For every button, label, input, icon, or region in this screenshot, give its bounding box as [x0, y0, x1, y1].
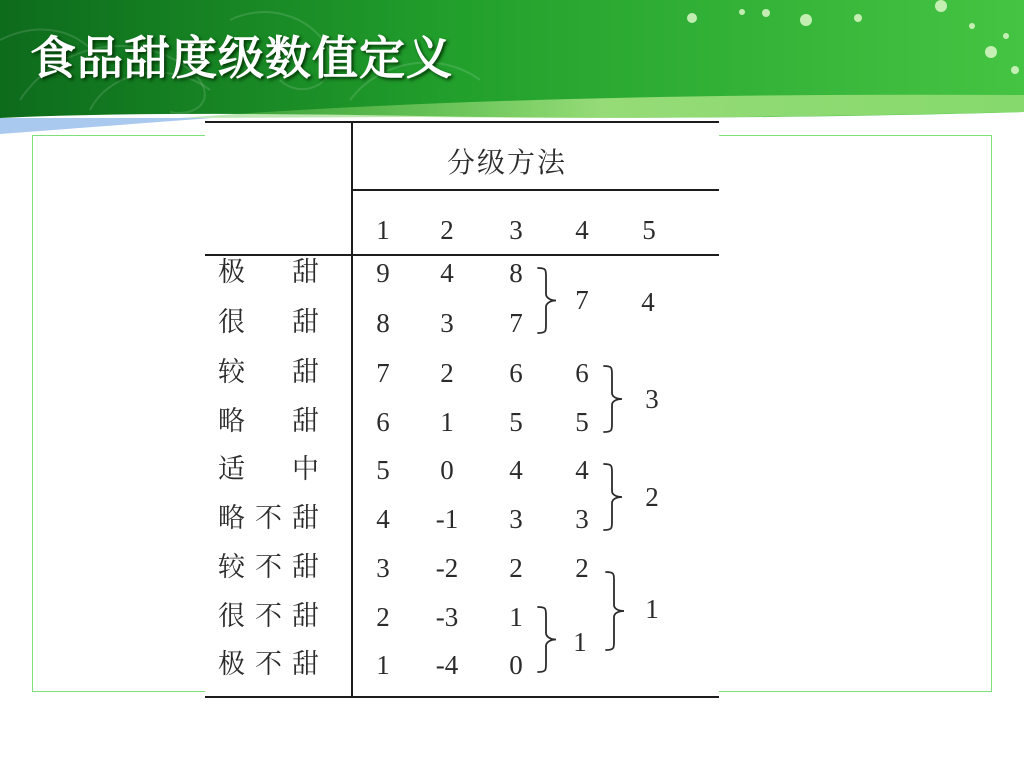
method4-merged-value: 1 [573, 627, 587, 657]
method1-value: 9 [376, 258, 390, 288]
method3-value: 5 [509, 407, 523, 437]
method4-merged-value: 7 [575, 285, 589, 315]
method2-value: -1 [435, 504, 459, 534]
method3-value: 8 [509, 258, 523, 288]
row-label: 略不甜 [218, 503, 329, 534]
row-label: 很不甜 [218, 601, 329, 632]
method1-value: 5 [376, 455, 390, 485]
method1-value: 1 [376, 650, 390, 680]
method3-value: 4 [509, 455, 523, 485]
row-label: 较 甜 [218, 357, 329, 388]
method5-merged-value: 4 [641, 287, 655, 317]
method4-value: 2 [575, 553, 589, 583]
method4-value: 6 [575, 358, 589, 388]
brace-method3-top-icon [538, 268, 556, 333]
method1-value: 6 [376, 407, 390, 437]
method1-value: 3 [376, 553, 390, 583]
method5-merged-value: 1 [645, 594, 659, 624]
row-label: 极 甜 [218, 257, 329, 288]
method4-value: 5 [575, 407, 589, 437]
row-label: 很 甜 [218, 307, 329, 338]
method5-merged-value: 3 [645, 384, 659, 414]
method3-value: 1 [509, 602, 523, 632]
row-label: 较不甜 [218, 552, 329, 583]
method-header: 3 [509, 215, 523, 245]
method3-value: 3 [509, 504, 523, 534]
brace-method4-rows-3-4-icon [604, 366, 622, 432]
group-header: 分级方法 [446, 146, 567, 179]
method-header: 4 [575, 215, 589, 245]
method2-value: 0 [440, 455, 454, 485]
brace-method4-rows-7-9-icon [606, 572, 624, 650]
slide-title: 食品甜度级数值定义 [30, 31, 453, 85]
method2-value: 2 [440, 358, 454, 388]
row-label: 极不甜 [218, 649, 329, 680]
row-label: 略 甜 [218, 406, 329, 437]
method3-value: 0 [509, 650, 523, 680]
brace-method3-bottom-icon [538, 607, 556, 672]
method2-value: 4 [440, 258, 454, 288]
method1-value: 4 [376, 504, 390, 534]
method3-value: 7 [509, 308, 523, 338]
method2-value: -4 [435, 650, 459, 680]
method4-value: 3 [575, 504, 589, 534]
method-header: 5 [642, 215, 656, 245]
method2-value: 1 [440, 407, 454, 437]
method2-value: 3 [440, 308, 454, 338]
method3-value: 6 [509, 358, 523, 388]
method1-value: 8 [376, 308, 390, 338]
method1-value: 7 [376, 358, 390, 388]
row-label: 适 中 [218, 454, 329, 485]
method2-value: -3 [435, 602, 459, 632]
method-header: 1 [376, 215, 390, 245]
method5-merged-value: 2 [645, 482, 659, 512]
method2-value: -2 [435, 553, 459, 583]
braces-layer [205, 120, 719, 700]
method4-value: 4 [575, 455, 589, 485]
sweetness-table [205, 120, 719, 700]
method-header: 2 [440, 215, 454, 245]
method3-value: 2 [509, 553, 523, 583]
method1-value: 2 [376, 602, 390, 632]
brace-method4-rows-5-6-icon [604, 464, 622, 530]
